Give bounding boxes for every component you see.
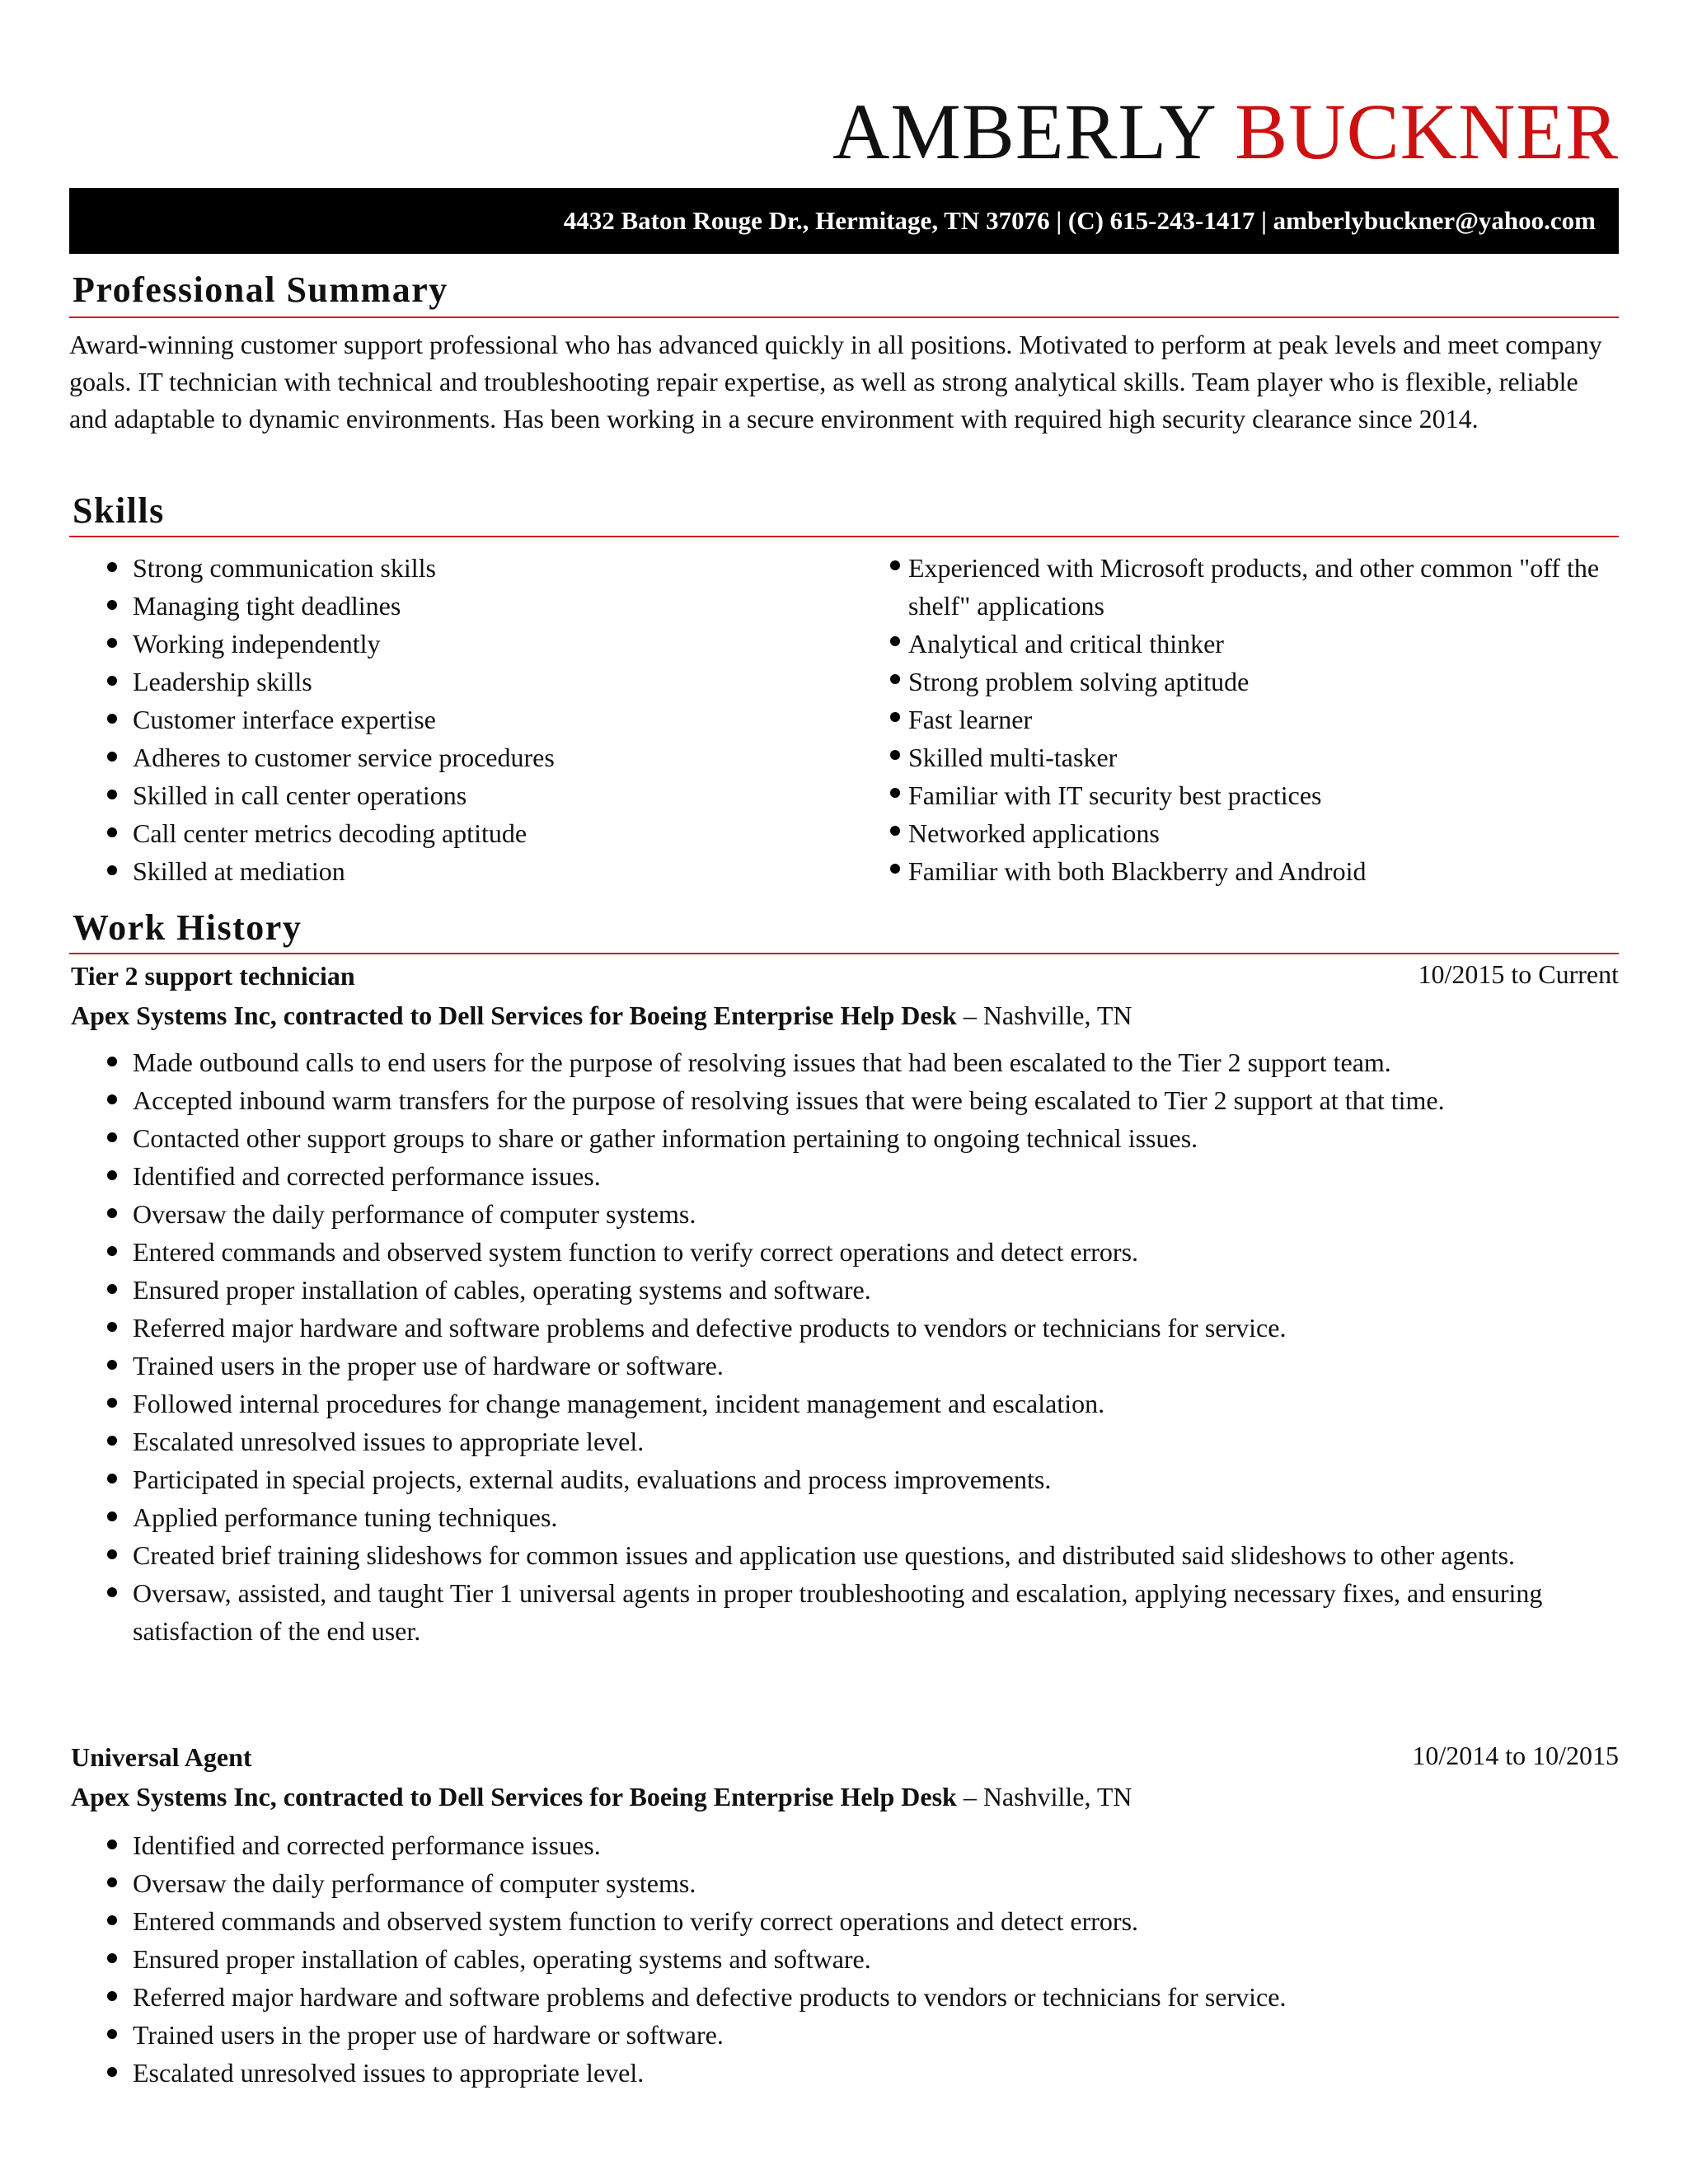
bullet-icon [107,638,117,648]
bullet-icon [107,1549,117,1559]
bullet-icon [107,1840,117,1849]
company-name: Apex Systems Inc, contracted to Dell Services for Boeing Enterprise Help Desk [71,1001,957,1030]
job-location: Nashville, TN [982,1782,1132,1811]
duty-item: Oversaw the daily performance of computer systems. [69,1864,1619,1902]
bullet-icon [890,636,900,646]
bullet-icon [107,1208,117,1218]
skill-item: Adheres to customer service procedures [69,738,555,776]
bullet-icon [107,1284,117,1294]
skill-item: Skilled at mediation [69,852,555,890]
bullet-icon [107,1953,117,1963]
bullet-icon [107,1587,117,1597]
bullet-icon [107,790,117,799]
skill-item: Call center metrics decoding aptitude [69,814,555,852]
bullet-icon [107,1322,117,1332]
duty-item: Applied performance tuning techniques. [69,1498,1619,1536]
candidate-name [832,87,1619,176]
duty-item: Identified and corrected performance issues. [69,1826,1619,1864]
bullet-icon [890,864,900,874]
job-dates: 10/2015 to Current [1418,959,1619,989]
skill-item: Working independently [69,625,555,663]
duty-item: Escalated unresolved issues to appropriate level. [69,2054,1619,2092]
duty-item: Trained users in the proper use of hardware or software. [69,1347,1619,1385]
bullet-icon [107,1360,117,1370]
duty-item: Followed internal procedures for change management, incident management and escalation. [69,1385,1619,1422]
skill-item: Experienced with Microsoft products, and other common "off the shelf" applications [908,549,1625,625]
duty-item: Entered commands and observed system function to verify correct operations and detect errors. [69,1902,1619,1940]
job-duties [69,1826,1619,2092]
duty-item: Trained users in the proper use of hardware or software. [69,2016,1619,2054]
duty-item: Ensured proper installation of cables, operating systems and software. [69,1940,1619,1978]
skill-item: Managing tight deadlines [69,587,555,625]
duty-item: Entered commands and observed system function to verify correct operations and detect errors. [69,1233,1619,1271]
bullet-icon [107,1474,117,1483]
duty-item: Contacted other support groups to share or gather information pertaining to ongoing technical issues. [69,1119,1619,1157]
skill-item: Skilled in call center operations [69,776,555,814]
duty-item: Made outbound calls to end users for the purpose of resolving issues that had been escalated to the Tier 2 support team. [69,1043,1619,1081]
bullet-icon [890,674,900,684]
bullet-icon [890,750,900,760]
first-name: AMBERLY [832,87,1215,176]
job-title: Tier 2 support technician [71,961,355,991]
duty-item: Escalated unresolved issues to appropriate level. [69,1422,1619,1460]
job-title: Universal Agent [71,1742,252,1772]
duty-item: Referred major hardware and software problems and defective products to vendors or technicians for service. [69,1309,1619,1347]
bullet-icon [107,714,117,724]
job-location: Nashville, TN [982,1001,1132,1030]
bullet-icon [890,712,900,722]
bullet-icon [107,1915,117,1925]
bullet-icon [890,826,900,836]
duty-item: Created brief training slideshows for common issues and application use questions, and distributed said slideshows to other agents. [69,1536,1619,1574]
work-history-rule [69,953,1619,954]
duty-item: Ensured proper installation of cables, operating systems and software. [69,1271,1619,1309]
skill-item: Fast learner [908,701,1625,738]
bullet-icon [107,1877,117,1887]
work-history-heading: Work History [73,907,302,948]
bullet-icon [107,1991,117,2001]
duty-item: Referred major hardware and software problems and defective products to vendors or technicians for service. [69,1978,1619,2016]
bullet-icon [107,827,117,837]
bullet-icon [107,1170,117,1180]
bullet-icon [890,788,900,798]
bullet-icon [107,1132,117,1142]
bullet-icon [107,1057,117,1066]
bullet-icon [107,1511,117,1521]
bullet-icon [107,562,117,572]
bullet-icon [107,752,117,762]
bullet-icon [107,1094,117,1104]
summary-rule [69,316,1619,318]
bullet-icon [107,2029,117,2039]
skill-item: Leadership skills [69,663,555,701]
last-name: BUCKNER [1235,87,1619,176]
contact-bar [69,188,1619,254]
duty-item: Oversaw, assisted, and taught Tier 1 universal agents in proper troubleshooting and escalation, applying necessary fixes, and ensuring satisfaction of the end user. [69,1574,1619,1650]
skills-list-left [69,549,555,890]
skills-rule [69,536,1619,537]
summary-heading: Professional Summary [73,269,448,310]
bullet-icon [107,865,117,875]
contact-info: 4432 Baton Rouge Dr., Hermitage, TN 37076 | (C) 615-243-1417 | amberlybuckner@yahoo.com [563,206,1596,235]
company-name: Apex Systems Inc, contracted to Dell Services for Boeing Enterprise Help Desk [71,1782,957,1811]
skill-item: Analytical and critical thinker [908,625,1625,663]
summary-text: Award-winning customer support professional who has advanced quickly in all positions. Motivated to perform at peak levels and meet company goals. IT technician with technical and troubleshooting repair expertise, as well as strong analytical skills. Team player who is flexible, reliable and adaptable to dynamic environments. Has been working in a secure environment with required high security clearance since 2014. [69,330,1602,434]
employer-separator: – [956,1782,983,1811]
bullet-icon [107,2067,117,2077]
job-dates: 10/2014 to 10/2015 [1412,1741,1619,1770]
duty-item: Accepted inbound warm transfers for the purpose of resolving issues that were being escalated to Tier 2 support at that time. [69,1081,1619,1119]
skills-list-right [908,549,1625,890]
duty-item: Oversaw the daily performance of computer systems. [69,1195,1619,1233]
bullet-icon [107,676,117,686]
employer-separator: – [956,1001,983,1030]
skill-item: Strong problem solving aptitude [908,663,1625,701]
job-employer [71,1001,1132,1031]
duty-item: Identified and corrected performance issues. [69,1157,1619,1195]
duty-item: Participated in special projects, external audits, evaluations and process improvements. [69,1460,1619,1498]
bullet-icon [107,600,117,610]
bullet-icon [107,1436,117,1446]
skill-item: Networked applications [908,814,1625,852]
skill-item: Customer interface expertise [69,701,555,738]
skills-heading: Skills [73,490,165,531]
skill-item: Familiar with IT security best practices [908,776,1625,814]
skill-item: Skilled multi-tasker [908,738,1625,776]
bullet-icon [107,1398,117,1408]
job-employer [71,1782,1132,1812]
job-duties [69,1043,1619,1650]
skill-item: Familiar with both Blackberry and Android [908,852,1625,890]
bullet-icon [107,1246,117,1256]
bullet-icon [890,560,900,570]
skill-item: Strong communication skills [69,549,555,587]
